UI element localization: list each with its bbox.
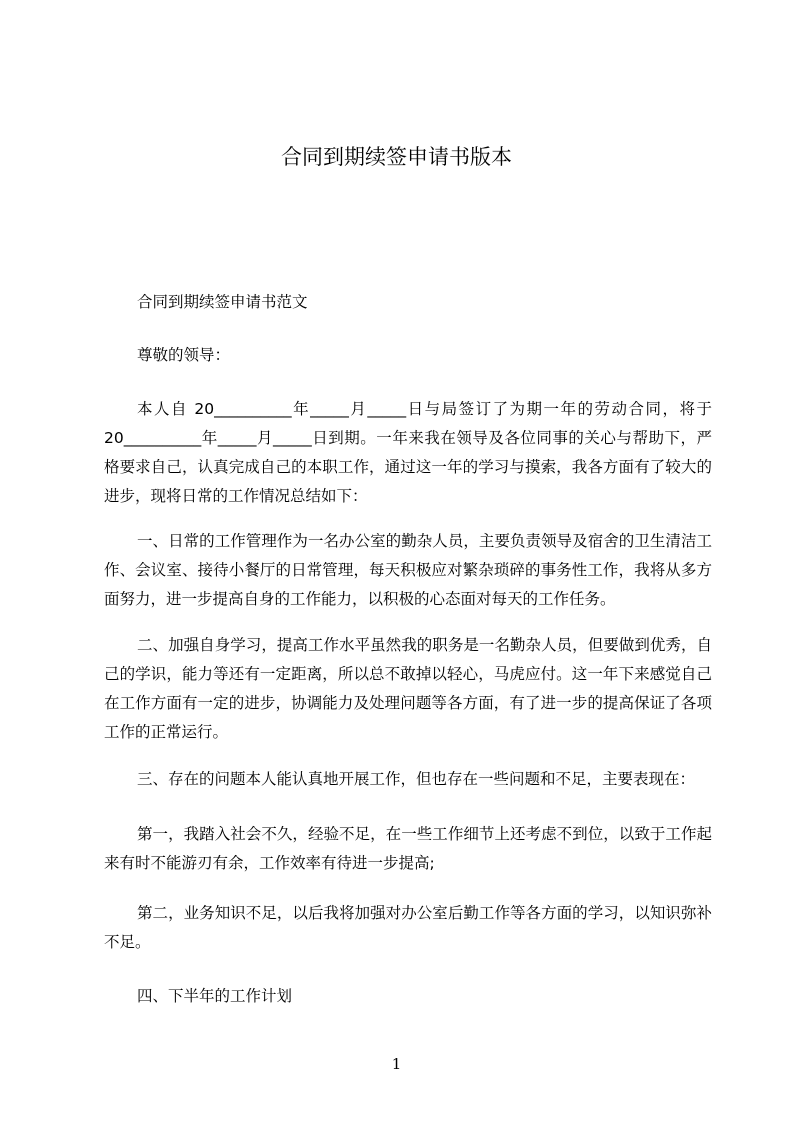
paragraph-section-four: 四、下半年的工作计划 — [137, 987, 293, 1005]
paragraph-point-second: 第二，业务知识不足，以后我将加强对办公室后勤工作等各方面的学习，以知识弥补不足。 — [104, 904, 712, 951]
paragraph-section-two: 二、加强自身学习，提高工作水平虽然我的职务是一名勤杂人员，但要做到优秀，自己的学识，能力等还有一定距离，所以总不敢掉以轻心，马虎应付。这一年下来感觉自己在工作方面有一定的进步，协调能力及处理问题等各方面，有了进一步的提高保证了各项工作的正常运行。 — [104, 636, 712, 741]
page-number: 1 — [391, 1055, 402, 1073]
paragraph-subtitle: 合同到期续签申请书范文 — [137, 293, 308, 311]
paragraph-section-three: 三、存在的问题本人能认真地开展工作，但也存在一些问题和不足，主要表现在： — [137, 770, 696, 788]
paragraph-intro: 本人自 20__________年_____月_____日与局签订了为期一年的劳动合同，将于 20__________年_____月_____日到期。一年来我在领导及各位同事的关心与帮助下，严格要求自己，认真完成自己的本职工作，通过这一年的学习与摸索，我各方面有了较大的进步，现将日常的工作情况总结如下： — [104, 400, 712, 505]
paragraph-greeting: 尊敬的领导： — [137, 346, 231, 364]
document-title: 合同到期续签申请书版本 — [281, 145, 512, 169]
paragraph-point-first: 第一，我踏入社会不久，经验不足，在一些工作细节上还考虑不到位，以致于工作起来有时不能游刃有余，工作效率有待进一步提高; — [104, 825, 712, 872]
paragraph-section-one: 一、日常的工作管理作为一名办公室的勤杂人员，主要负责领导及宿舍的卫生清洁工作、会议室、接待小餐厅的日常管理，每天积极应对繁杂琐碎的事务性工作，我将从多方面努力，进一步提高自身的工作能力，以积极的心态面对每天的工作任务。 — [104, 532, 712, 608]
